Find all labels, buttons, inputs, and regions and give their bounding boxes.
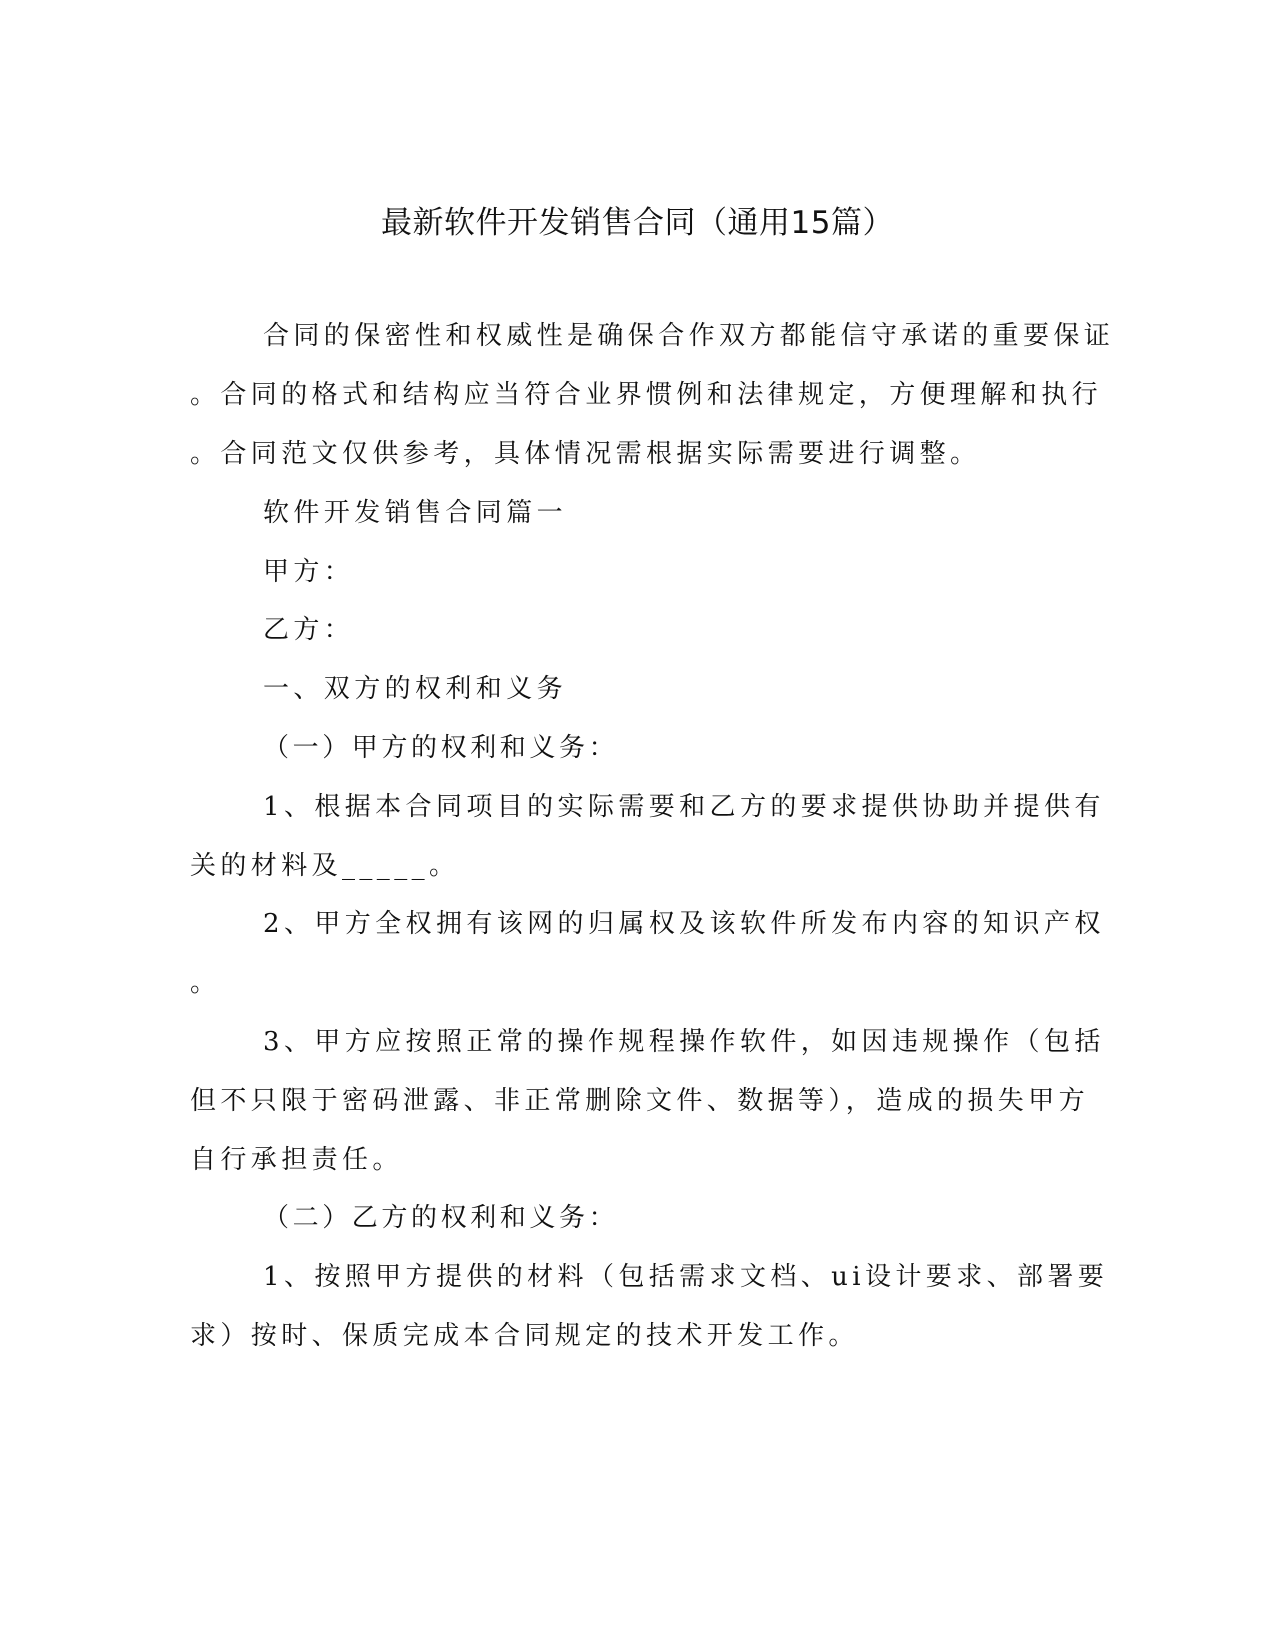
clause-heading-rights-obligations: 一、双方的权利和义务 <box>263 674 568 704</box>
intro-paragraph-line-3: 。合同范文仅供参考，具体情况需根据实际需要进行调整。 <box>190 439 981 469</box>
party-a-item-2-line-2: 。 <box>190 968 221 998</box>
party-a-item-3-line-1: 3、甲方应按照正常的操作规程操作软件，如因违规操作（包括 <box>263 1027 1105 1057</box>
section-heading-part-one: 软件开发销售合同篇一 <box>263 498 568 528</box>
party-a-item-1-line-2: 关的材料及_____。 <box>190 851 460 881</box>
document-title: 最新软件开发销售合同（通用15篇） <box>381 205 894 241</box>
subclause-heading-party-a: （一）甲方的权利和义务： <box>263 733 619 763</box>
party-b-item-1-line-2: 求）按时、保质完成本合同规定的技术开发工作。 <box>190 1321 859 1351</box>
intro-paragraph-line-2: 。合同的格式和结构应当符合业界惯例和法律规定，方便理解和执行 <box>190 380 1103 410</box>
party-a-item-3-line-2: 但不只限于密码泄露、非正常删除文件、数据等），造成的损失甲方 <box>190 1086 1090 1116</box>
subclause-heading-party-b: （二）乙方的权利和义务： <box>263 1203 619 1233</box>
party-b-item-1-line-1: 1、按照甲方提供的材料（包括需求文档、ui设计要求、部署要 <box>263 1262 1109 1292</box>
party-a-item-3-line-3: 自行承担责任。 <box>190 1145 403 1175</box>
party-a-item-2-line-1: 2、甲方全权拥有该网的归属权及该软件所发布内容的知识产权 <box>263 909 1105 939</box>
party-b-label: 乙方： <box>263 615 355 645</box>
party-a-item-1-line-1: 1、根据本合同项目的实际需要和乙方的要求提供协助并提供有 <box>263 792 1105 822</box>
intro-paragraph-line-1: 合同的保密性和权威性是确保合作双方都能信守承诺的重要保证 <box>263 321 1115 351</box>
party-a-label: 甲方： <box>263 557 355 587</box>
